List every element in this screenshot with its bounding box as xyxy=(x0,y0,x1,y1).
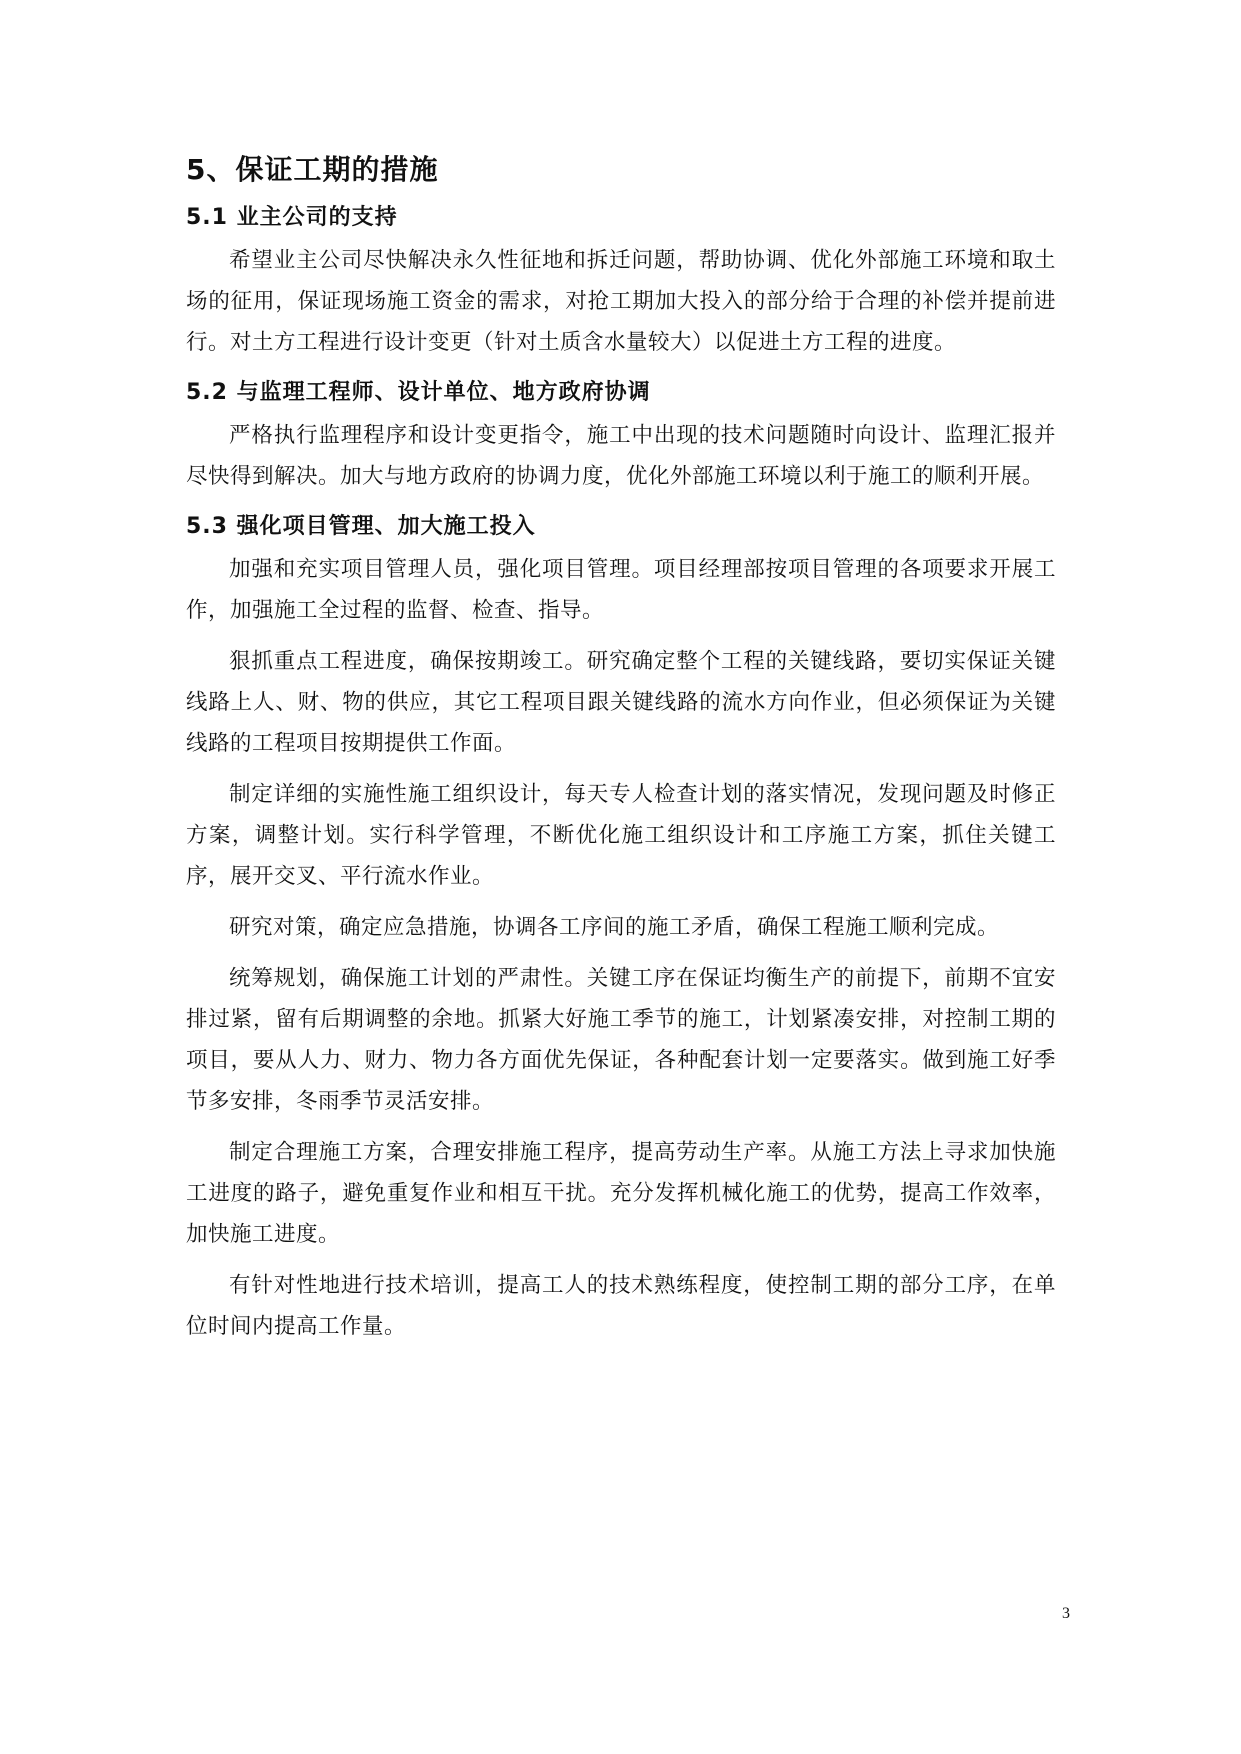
page-content xyxy=(186,148,1056,1357)
paragraph: 加强和充实项目管理人员，强化项目管理。项目经理部按项目管理的各项要求开展工作，加强施工全过程的监督、检查、指导。 xyxy=(186,557,1056,623)
subsection-title-5-1: 5.1 业主公司的支持 xyxy=(186,205,398,230)
paragraph: 统筹规划，确保施工计划的严肃性。关键工序在保证均衡生产的前提下，前期不宜安排过紧，留有后期调整的余地。抓紧大好施工季节的施工，计划紧凑安排，对控制工期的项目，要从人力、财力、物力各方面优先保证，各种配套计划一定要落实。做到施工好季节多安排，冬雨季节灵活安排。 xyxy=(186,966,1056,1114)
paragraph: 希望业主公司尽快解决永久性征地和拆迁问题，帮助协调、优化外部施工环境和取土场的征用，保证现场施工资金的需求，对抢工期加大投入的部分给于合理的补偿并提前进行。对土方工程进行设计变更（针对土质含水量较大）以促进土方工程的进度。 xyxy=(186,248,1056,355)
paragraph: 制定详细的实施性施工组织设计，每天专人检查计划的落实情况，发现问题及时修正方案，调整计划。实行科学管理，不断优化施工组织设计和工序施工方案，抓住关键工序，展开交叉、平行流水作业。 xyxy=(186,782,1056,889)
paragraph: 狠抓重点工程进度，确保按期竣工。研究确定整个工程的关键线路，要切实保证关键线路上人、财、物的供应，其它工程项目跟关键线路的流水方向作业，但必须保证为关键线路的工程项目按期提供工作面。 xyxy=(186,649,1056,756)
paragraph: 有针对性地进行技术培训，提高工人的技术熟练程度，使控制工期的部分工序，在单位时间内提高工作量。 xyxy=(186,1273,1056,1339)
subsection-title-5-3: 5.3 强化项目管理、加大施工投入 xyxy=(186,514,536,539)
subsection-title-5-2: 5.2 与监理工程师、设计单位、地方政府协调 xyxy=(186,380,651,405)
paragraph: 制定合理施工方案，合理安排施工程序，提高劳动生产率。从施工方法上寻求加快施工进度的路子，避免重复作业和相互干扰。充分发挥机械化施工的优势，提高工作效率，加快施工进度。 xyxy=(186,1140,1056,1247)
page-number: 3 xyxy=(1062,1605,1070,1622)
section-heading: 5、保证工期的措施 xyxy=(186,153,439,186)
paragraph: 严格执行监理程序和设计变更指令，施工中出现的技术问题随时向设计、监理汇报并尽快得到解决。加大与地方政府的协调力度，优化外部施工环境以利于施工的顺利开展。 xyxy=(186,423,1056,489)
paragraph: 研究对策，确定应急措施，协调各工序间的施工矛盾，确保工程施工顺利完成。 xyxy=(229,915,1000,940)
